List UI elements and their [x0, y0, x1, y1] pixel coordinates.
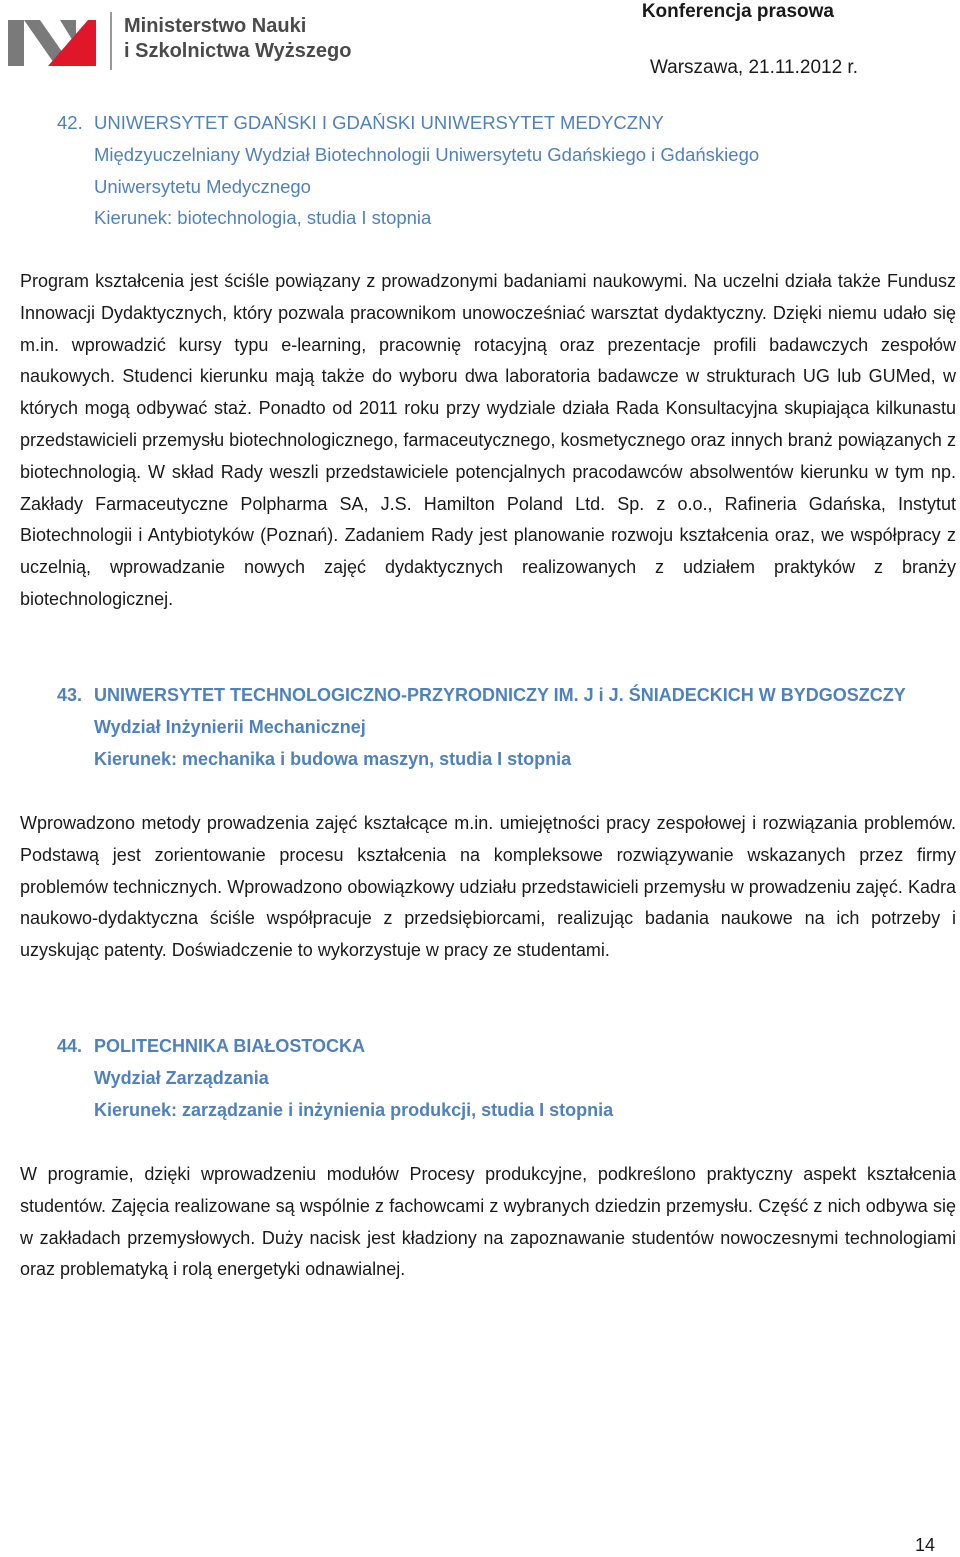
section-title: POLITECHNIKA BIAŁOSTOCKA	[94, 1036, 366, 1056]
faculty-name-cont: Uniwersytetu Medycznego	[94, 175, 311, 197]
direction-name: Kierunek: biotechnologia, studia I stopnia	[94, 207, 432, 229]
section-title: UNIWERSYTET TECHNOLOGICZNO-PRZYRODNICZY IM. J i J. ŚNIADECKICH W BYDGOSZCZY	[94, 685, 906, 705]
section-42-text: Program kształcenia jest ściśle powiązany z prowadzonymi badaniami naukowymi. Na uczelni działa także Fundusz Innowacji Dydaktycznych, który pozwala pracownikom unowocześniać warsztat dydaktyczny. Dzięki niemu udało się m.in. wprowadzić kursy typu e-learning, pracownię rotacyjną oraz prezentacje profili badawczych zespołów naukowych. Studenci kierunku mają także do wyboru dwa laboratoria badawcze w strukturach UG lub GUMed, w których mogą odbywać staż. Ponadto od 2011 roku przy wydziale działa Rada Konsultacyjna skupiająca kilkunastu przedstawicieli przemysłu biotechnologicznego, farmaceutycznego, kosmetycznego oraz innych branż powiązanych z biotechnologią. W skład Rady weszli przedstawiciele potencjalnych pracodawców absolwentów kierunku w tym np. Zakłady Farmaceutyczne Polpharma SA, J.S. Hamilton Poland Ltd. Sp. z o.o., Rafineria Gdańska, Instytut Biotechnologii i Antybiotyków (Poznań). Zadaniem Rady jest planowanie rozwoju kształcenia oraz, we współpracy z uczelnią, wprowadzanie nowych zajęć dydaktycznych realizowanych z udziałem praktyków z branży biotechnologicznej.	[20, 271, 956, 609]
page-header	[0, 0, 960, 90]
ministry-name-line2: i Szkolnictwa Wyższego	[124, 40, 352, 62]
document-type: Konferencja prasowa	[641, 1, 834, 22]
faculty-name: Wydział Inżynierii Mechanicznej	[94, 716, 366, 737]
section-heading-42	[57, 107, 957, 234]
document-date: Warszawa, 21.11.2012 r.	[649, 57, 858, 78]
ministry-name	[124, 14, 351, 64]
page-number: 14	[914, 1535, 935, 1555]
direction-name: Kierunek: zarządzanie i inżynienia produkcji, studia I stopnia	[94, 1099, 614, 1120]
faculty-name: Wydział Zarządzania	[94, 1067, 269, 1088]
section-number: 42.	[57, 112, 83, 133]
section-44-text: W programie, dzięki wprowadzeniu modułów Procesy produkcyjne, podkreślono praktyczny aspekt kształcenia studentów. Zajęcia realizowane są wspólnie z fachowcami z wybranych dziedzin przemysłu. Część z nich odbywa się w zakładach przemysłowych. Duży nacisk jest kładziony na zapoznawanie studentów nowoczesnymi technologiami oraz problematyką i rolą energetyki odnawialnej.	[20, 1164, 956, 1280]
section-heading-43	[57, 680, 957, 775]
section-number: 44.	[57, 1036, 83, 1056]
section-heading-44	[57, 1031, 957, 1126]
direction-name: Kierunek: mechanika i budowa maszyn, studia I stopnia	[94, 748, 572, 769]
section-43-text: Wprowadzono metody prowadzenia zajęć kształcące m.in. umiejętności pracy zespołowej i rozwiązania problemów. Podstawą jest zorientowanie procesu kształcenia na kompleksowe rozwiązywanie wskazanych przez firmy problemów technicznych. Wprowadzono obowiązkowy udziału przedstawicieli przemysłu w prowadzeniu zajęć. Kadra naukowo-dydaktyczna ściśle współpracuje z przedsiębiorcami, realizując badania naukowe na ich potrzeby i uzyskując patenty. Doświadczenie to wykorzystuje w pracy ze studentami.	[20, 813, 956, 961]
logo-divider	[110, 12, 112, 70]
section-number: 43.	[57, 685, 83, 705]
ministry-name-line1: Ministerstwo Nauki	[124, 15, 307, 37]
section-title: UNIWERSYTET GDAŃSKI I GDAŃSKI UNIWERSYTET MEDYCZNY	[94, 112, 664, 133]
ministry-logo-icon	[8, 16, 96, 66]
faculty-name: Międzyuczelniany Wydział Biotechnologii Uniwersytetu Gdańskiego i Gdańskiego	[94, 143, 760, 165]
